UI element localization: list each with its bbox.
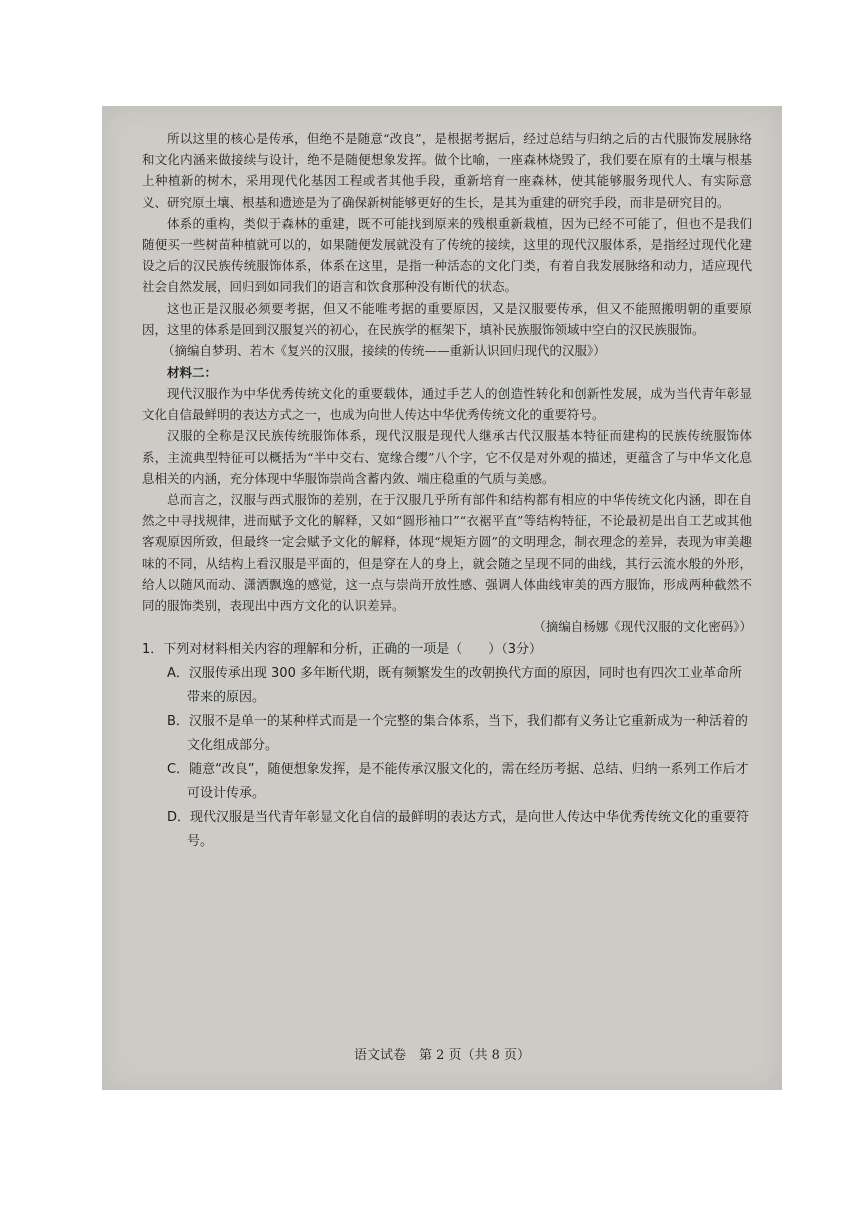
material-two-heading: 材料二： <box>167 365 218 381</box>
material-one-paragraph: 这也正是汉服必须要考据，但又不能唯考据的重要原因，又是汉服要传承，但又不能照搬明朝的重要原因，这里的体系是回到汉服复兴的初心，在民族学的框架下，填补民族服饰领域中空白的汉民族服饰。 <box>142 300 752 337</box>
exam-content <box>142 128 752 854</box>
exam-page-photo <box>102 106 782 1090</box>
option-a: A．汉服传承出现 300 多年断代期，既有频繁发生的改朝换代方面的原因，同时也有四次工业革命所带来的原因。 <box>167 666 742 706</box>
material-one-paragraph: 体系的重构，类似于森林的重建，既不可能找到原来的残根重新栽植，因为已经不可能了，但也不是我们随便买一些树苗种植就可以的，如果随便发展就没有了传统的接续，这里的现代汉服体系，是指经过现代化建设之后的汉民族传统服饰体系，体系在这里，是指一种活态的文化门类，有着自我发展脉络和动力，适应现代社会自然发展，回归到如同我们的语言和饮食那种没有断代的状态。 <box>142 215 752 295</box>
page-footer: 语文试卷 第 2 页（共 8 页） <box>353 1048 531 1063</box>
material-two-paragraph: 现代汉服作为中华优秀传统文化的重要载体，通过手艺人的创造性转化和创新性发展，成为当代青年彰显文化自信最鲜明的表达方式之一，也成为向世人传达中华优秀传统文化的重要符号。 <box>142 386 752 423</box>
option-c: C．随意“改良”，随便想象发挥，是不能传承汉服文化的，需在经历考据、总结、归纳一系列工作后才可设计传承。 <box>167 762 749 802</box>
material-one-paragraph: 所以这里的核心是传承，但绝不是随意“改良”，是根据考据后，经过总结与归纳之后的古代服饰发展脉络和文化内涵来做接续与设计，绝不是随便想象发挥。做个比喻，一座森林烧毁了，我们要在原有的土壤与根基上种植新的树木，采用现代化基因工程或者其他手段，重新培育一座森林，使其能够服务现代人、有实际意义、研究原土壤、根基和遗迹是为了确保新树能够更好的生长，是其为重建的研究手段，而非是研究目的。 <box>142 131 752 210</box>
material-one-source: （摘编自梦玥、若木《复兴的汉服，接续的传统——重新认识回归现代的汉服》） <box>162 343 606 359</box>
material-two-paragraph: 汉服的全称是汉民族传统服饰体系，现代汉服是现代人继承古代汉服基本特征而建构的民族传统服饰体系，主流典型特征可以概括为“半中交右、宽缘合缨”八个字，它不仅是对外观的描述，更蕴含了与中华文化息息相关的内涵，充分体现中华服饰崇尚含蓄内敛、端庄稳重的气质与美感。 <box>142 428 752 486</box>
material-two-source: （摘编自杨娜《现代汉服的文化密码》） <box>533 619 752 635</box>
option-d: D．现代汉服是当代青年彰显文化自信的最鲜明的表达方式，是向世人传达中华优秀传统文化的重要符号。 <box>167 810 750 850</box>
question-stem: 1．下列对材料相关内容的理解和分析，正确的一项是（ ）（3分） <box>142 642 543 658</box>
option-b: B．汉服不是单一的某种样式而是一个完整的集合体系，当下，我们都有义务让它重新成为一种活着的文化组成部分。 <box>167 714 748 754</box>
material-two-paragraph: 总而言之，汉服与西式服饰的差别，在于汉服几乎所有部件和结构都有相应的中华传统文化内涵，即在自然之中寻找规律，进而赋予文化的解释，又如“圆形袖口”“衣裾平直”等结构特征，不论最初是出自工艺或其他客观原因所致，但最终一定会赋予文化的解释，体现“规矩方圆”的文明理念，制衣理念的差异，表现为审美趣味的不同，从结构上看汉服是平面的，但是穿在人的身上，就会随之呈现不同的曲线，其行云流水般的外形，给人以随风而动、潇洒飘逸的感觉，这一点与崇尚开放性感、强调人体曲线审美的西方服饰，形成两种截然不同的服饰类别，表现出中西方文化的认识差异。 <box>142 492 752 614</box>
